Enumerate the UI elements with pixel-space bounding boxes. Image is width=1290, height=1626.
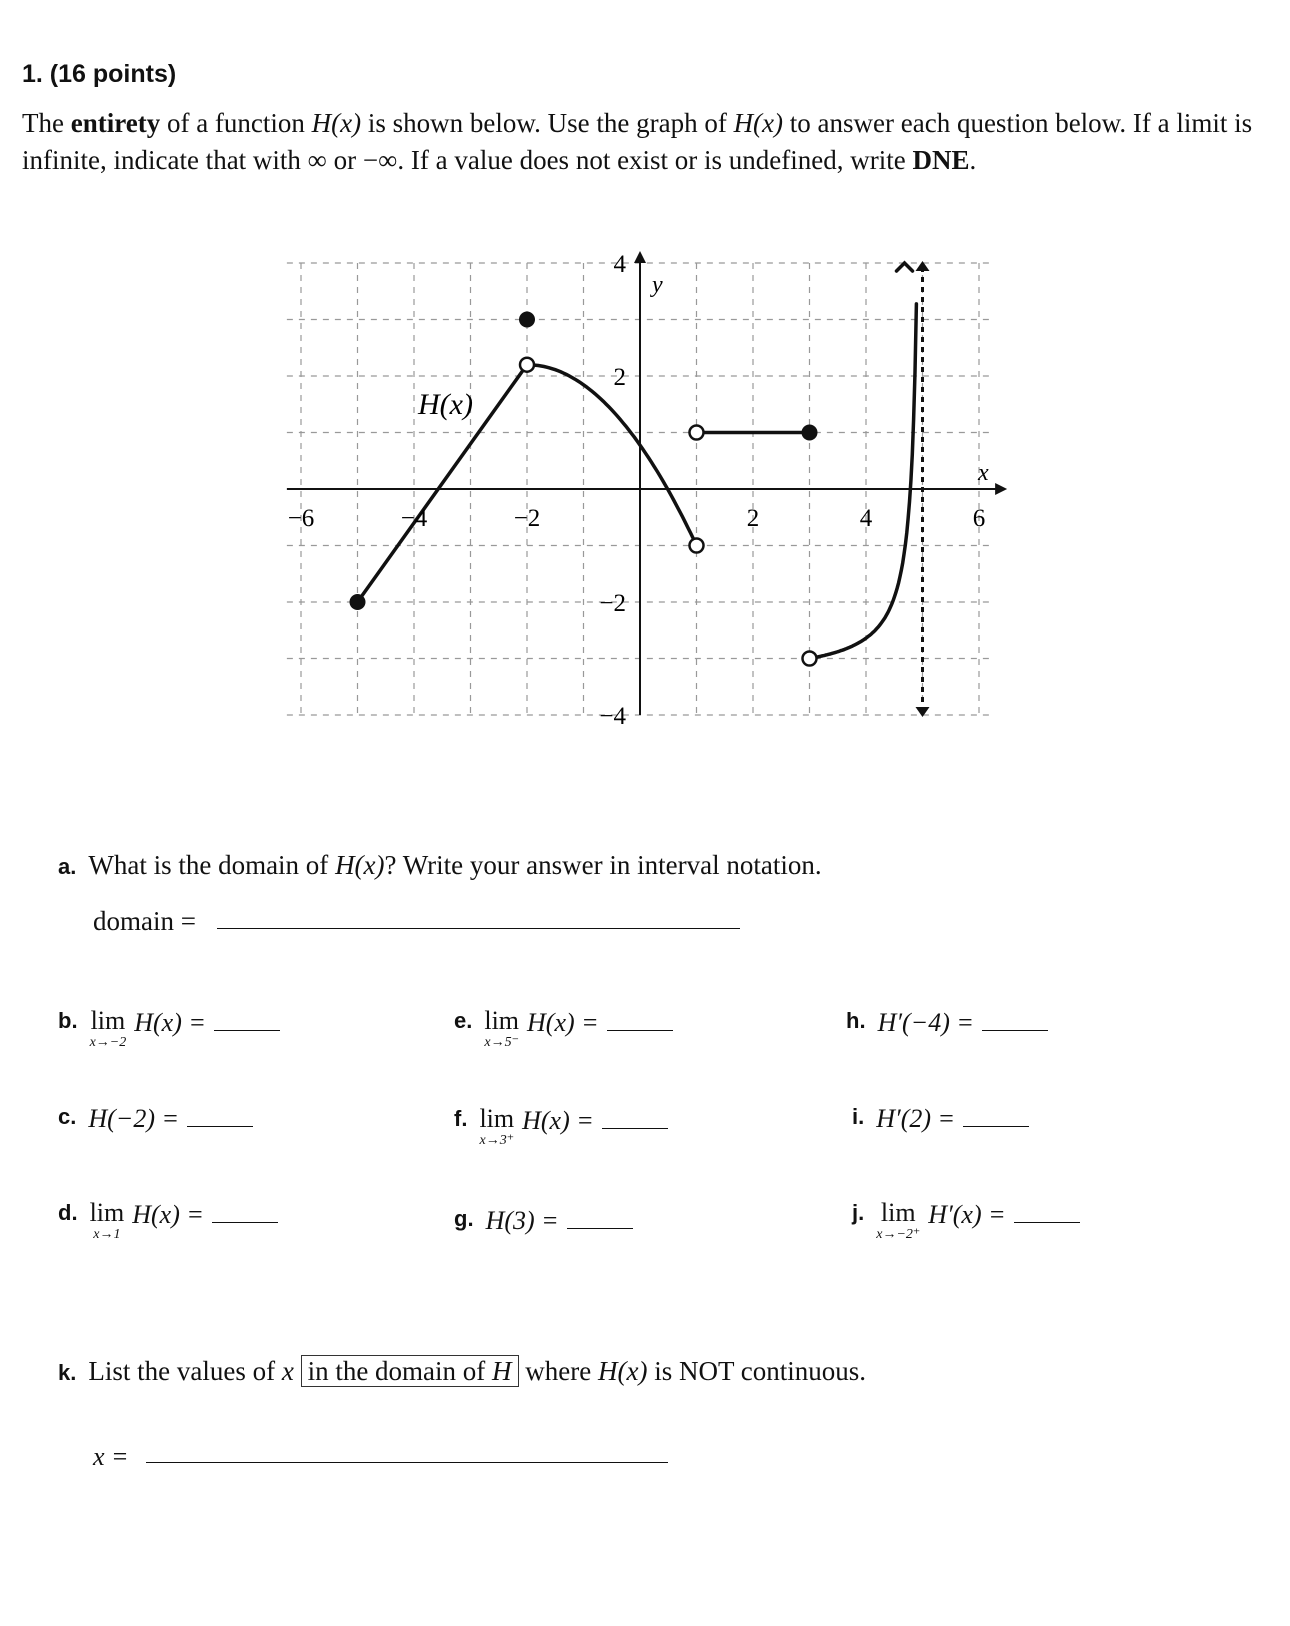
x-tick-label: −2 (513, 505, 541, 532)
emphasis-dne: DNE (912, 145, 970, 175)
question-c: c. H(−2) = (58, 1104, 253, 1134)
question-j: j. lim x→−2⁺ H′(x) = (852, 1200, 1080, 1242)
answer-blank-j[interactable] (1014, 1200, 1080, 1223)
question-e: e. lim x→5⁻ H(x) = (454, 1008, 673, 1050)
x-tick-label: 6 (972, 505, 986, 532)
function-graph (0, 0, 1290, 780)
answer-blank-i[interactable] (963, 1104, 1029, 1127)
answer-blank-d[interactable] (212, 1200, 278, 1223)
graph-curves (358, 263, 917, 659)
question-label: a. (58, 854, 77, 879)
answer-blank-b[interactable] (214, 1008, 280, 1031)
answer-blank-h[interactable] (982, 1008, 1048, 1031)
y-tick-label: −2 (599, 590, 626, 617)
y-tick-label: −4 (599, 703, 626, 730)
x-tick-label: −4 (400, 505, 428, 532)
domain-label: domain = (93, 906, 196, 936)
parabola-segment (527, 365, 697, 546)
question-k: k. List the values of x in the domain of H where H(x) is NOT continuous. (58, 1356, 866, 1386)
open-point (803, 652, 817, 666)
x-tick-label: 2 (746, 505, 760, 532)
y-axis-label: y (652, 272, 663, 298)
open-point (520, 358, 534, 372)
y-tick-label: 2 (613, 364, 626, 391)
open-point (690, 426, 704, 440)
x-axis-arrow (995, 483, 1007, 495)
domain-answer-blank[interactable] (217, 928, 740, 929)
x-tick-label: 4 (859, 505, 873, 532)
question-f: f. lim x→3⁺ H(x) = (454, 1106, 668, 1148)
x-axis-label: x (978, 460, 989, 486)
closed-point (802, 425, 818, 441)
domain-emphasis-box: in the domain of H (301, 1355, 519, 1387)
question-h: h. H′(−4) = (846, 1008, 1048, 1038)
answer-blank-e[interactable] (607, 1008, 673, 1031)
curve-label: H(x) (418, 388, 473, 421)
x-answer-blank[interactable] (146, 1462, 668, 1463)
problem-intro: The entirety of a function H(x) is shown below. Use the graph of H(x) to answer each question below. If a limit is infinite, indicate that with ∞ or −∞. If a value does not exist or is undefined, write DNE. (22, 108, 1253, 175)
x-tick-label: −6 (287, 505, 315, 532)
asymptotic-branch (810, 304, 917, 659)
graph-axes (287, 251, 1007, 717)
y-axis-arrow (634, 251, 646, 263)
closed-point (350, 594, 366, 610)
question-a: a. What is the domain of H(x)? Write your answer in interval notation. (58, 850, 822, 880)
question-b: b. lim x→−2 H(x) = (58, 1008, 280, 1050)
answer-blank-c[interactable] (187, 1104, 253, 1127)
emphasis-entirety: entirety (70, 108, 161, 138)
answer-blank-g[interactable] (567, 1206, 633, 1229)
answer-blank-f[interactable] (602, 1106, 668, 1129)
question-g: g. H(3) = (454, 1206, 633, 1236)
question-d: d. lim x→1 H(x) = (58, 1200, 278, 1242)
problem-header: 1. (16 points) (22, 60, 177, 88)
branch-arrow (897, 263, 913, 271)
open-point (690, 539, 704, 553)
question-i: i. H′(2) = (852, 1104, 1029, 1134)
y-tick-label: 4 (613, 251, 626, 278)
x-answer-label: x = (93, 1442, 129, 1471)
closed-point (519, 312, 535, 328)
